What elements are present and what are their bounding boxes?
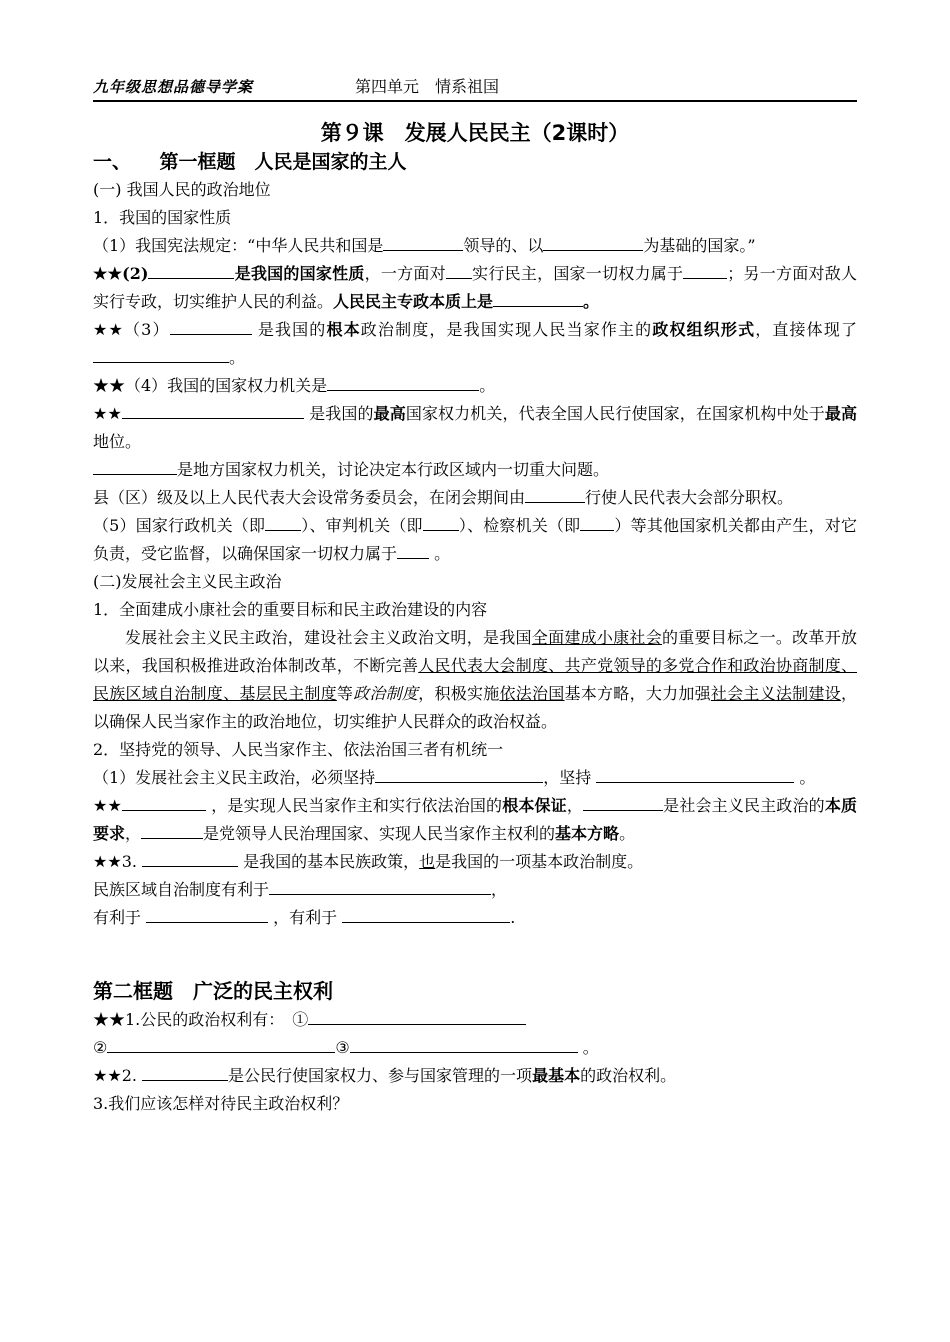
fill-blank[interactable] — [141, 822, 203, 839]
fill-blank[interactable] — [265, 514, 301, 531]
section-heading-2: 第二框题 广泛的民主权利 — [93, 979, 333, 1003]
fill-blank[interactable] — [383, 234, 463, 251]
question-treat-rights: 3.我们应该怎样对待民主政治权利？ — [93, 1094, 349, 1113]
paragraph-political-rights-2: ② ③ 。 — [93, 1038, 599, 1057]
lesson-title: 第９课 发展人民民主（2课时） — [320, 121, 630, 145]
item-state-nature: 1．我国的国家性质 — [93, 208, 232, 227]
paragraph-power-organ: ★★（4）我国的国家权力机关是 。 — [93, 376, 496, 395]
fill-blank[interactable] — [493, 290, 583, 307]
fill-blank[interactable] — [146, 906, 268, 923]
fill-blank[interactable] — [269, 878, 491, 895]
paragraph-constitution: （1）我国宪法规定：“中华人民共和国是 领导的、以 为基础的国家。” — [93, 236, 756, 255]
paragraph-guarantee: ★★ ，是实现人民当家作主和实行依法治国的根本保证， 是社会主义民主政治的本质要求， 是党领导人民治理国家、实现人民当家作主权利的基本方略。 — [93, 796, 857, 843]
header-right: 第四单元 情系祖国 — [355, 77, 500, 96]
fill-blank[interactable] — [580, 514, 614, 531]
paragraph-political-reform: 发展社会主义民主政治，建设社会主义政治文明，是我国全面建成小康社会的重要目标之一。改革开放以来，我国积极推进政治体制改革，不断完善人民代表大会制度、共产党领导的多党合作和政治协商制度、民族区域自治制度、基层民主制度等政治制度，积极实施依法治国基本方略，大力加强社会主义法制建设，以确保人民当家作主的政治地位，切实维护人民群众的政治权益。 — [93, 628, 857, 731]
fill-blank[interactable] — [142, 1064, 228, 1081]
paragraph-highest-organ: ★★ 是我国的最高国家权力机关，代表全国人民行使国家，在国家机构中处于最高地位。 — [93, 404, 857, 451]
fill-blank[interactable] — [583, 794, 663, 811]
fill-blank[interactable] — [93, 346, 229, 363]
subheading-political-status: (一) 我国人民的政治地位 — [93, 180, 271, 199]
fill-blank[interactable] — [397, 542, 429, 559]
fill-blank[interactable] — [122, 794, 206, 811]
fill-blank[interactable] — [308, 1008, 526, 1025]
fill-blank[interactable] — [148, 262, 234, 279]
fill-blank[interactable] — [342, 906, 510, 923]
paragraph-political-rights: ★★1.公民的政治权利有： ① — [93, 1006, 857, 1034]
fill-blank[interactable] — [525, 486, 585, 503]
fill-blank[interactable] — [375, 766, 543, 783]
fill-blank[interactable] — [142, 850, 238, 867]
fill-blank[interactable] — [93, 458, 177, 475]
paragraph-autonomy-benefit: 民族区域自治制度有利于 ， — [93, 880, 508, 899]
item-three-unity: 2．坚持党的领导、人民当家作主、依法治国三者有机统一 — [93, 740, 504, 759]
header-left: 九年级思想品德导学案 — [93, 78, 254, 96]
paragraph-must-adhere: （1）发展社会主义民主政治，必须坚持 ，坚持 。 — [93, 768, 816, 787]
paragraph-local-organ: 是地方国家权力机关，讨论决定本行政区域内一切重大问题。 — [93, 456, 857, 484]
paragraph-autonomy-benefit-2: 有利于 ，有利于 . — [93, 908, 516, 927]
worksheet-page — [93, 70, 857, 1118]
fill-blank[interactable] — [596, 766, 794, 783]
fill-blank[interactable] — [107, 1036, 335, 1053]
paragraph-state-organs: （5）国家行政机关（即 ）、审判机关（即 ）、检察机关（即 ）等其他国家机关都由产生，对它负责，受它监督，以确保国家一切权力属于 。 — [93, 516, 857, 563]
fill-blank[interactable] — [327, 374, 479, 391]
item-xiaokang-goal: 1．全面建成小康社会的重要目标和民主政治建设的内容 — [93, 600, 488, 619]
paragraph-ethnic-policy: ★★3. 是我国的基本民族政策，也是我国的一项基本政治制度。 — [93, 852, 644, 871]
fill-blank[interactable] — [683, 262, 727, 279]
fill-blank[interactable] — [423, 514, 459, 531]
paragraph-state-nature: ★★(2) 是我国的国家性质，一方面对 实行民主，国家一切权力属于 ；另一方面对敌人实行专政，切实维护人民的利益。人民民主专政本质上是 。 — [93, 264, 857, 311]
paragraph-basic-right: ★★2. 是公民行使国家权力、参与国家管理的一项最基本的政治权利。 — [93, 1066, 677, 1085]
fill-blank[interactable] — [350, 1036, 578, 1053]
paragraph-standing-committee: 县（区）级及以上人民代表大会设常务委员会，在闭会期间由 行使人民代表大会部分职权。 — [93, 488, 794, 507]
subheading-democratic-politics: (二)发展社会主义民主政治 — [93, 572, 282, 591]
fill-blank[interactable] — [170, 318, 252, 335]
fill-blank[interactable] — [446, 262, 472, 279]
fill-blank[interactable] — [543, 234, 643, 251]
fill-blank[interactable] — [122, 402, 304, 419]
paragraph-npc-system: ★★（3） 是我国的根本政治制度，是我国实现人民当家作主的政权组织形式，直接体现了。 — [93, 320, 857, 367]
section-heading-1: 一、 第一框题 人民是国家的主人 — [93, 151, 407, 173]
page-header — [93, 70, 857, 102]
